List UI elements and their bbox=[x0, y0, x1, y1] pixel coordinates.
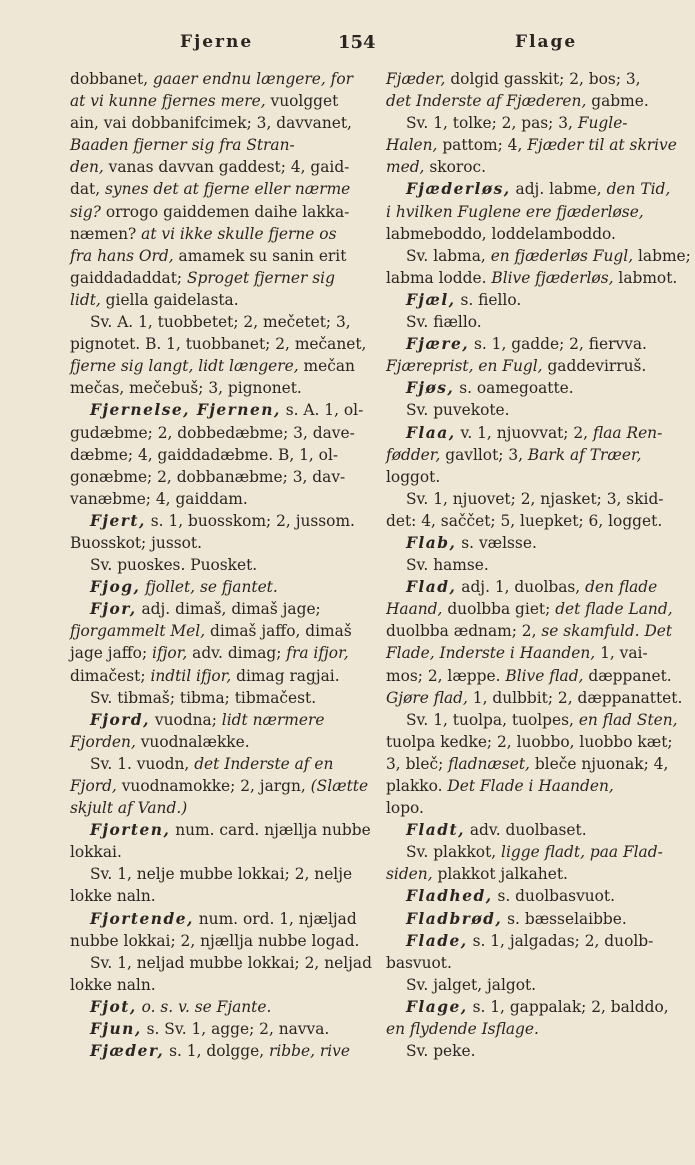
headword: Fjære, bbox=[406, 335, 470, 354]
text-line bbox=[386, 201, 674, 223]
text-segment: duolbba ædnam; 2, bbox=[386, 622, 542, 641]
text-segment: se skamfuld. Det bbox=[541, 622, 673, 641]
text-segment: fra ifjor, bbox=[286, 644, 349, 663]
headword: Fjernelse, Fjernen, bbox=[90, 401, 281, 420]
headword: Fjog, bbox=[90, 578, 141, 597]
text-line bbox=[386, 797, 674, 819]
text-segment: adv. dimag; bbox=[187, 644, 287, 663]
text-segment: Fugle- bbox=[577, 114, 628, 133]
text-segment: dæbme; 4, gaiddadæbme. B, 1, ol- bbox=[70, 445, 339, 464]
text-segment: det: 4, saččet; 5, luepket; 6, logget. bbox=[386, 511, 663, 530]
text-segment: Fjord, bbox=[70, 777, 117, 795]
text-line bbox=[386, 775, 674, 797]
text-line bbox=[70, 422, 358, 444]
text-segment: labmot. bbox=[613, 268, 678, 287]
text-line bbox=[386, 930, 674, 952]
text-line bbox=[70, 510, 358, 532]
text-segment: fra hans Ord, bbox=[70, 246, 174, 265]
text-segment: gabme. bbox=[586, 92, 649, 111]
text-line bbox=[386, 996, 674, 1018]
text-segment: Sv. A. 1, tuobbetet; 2, mečetet; 3, bbox=[90, 313, 351, 332]
text-line bbox=[70, 178, 358, 200]
text-segment: vuolgget bbox=[265, 92, 339, 111]
text-line bbox=[70, 444, 358, 466]
text-segment: Sv. 1, neljad mubbe lokkai; 2, neljad bbox=[90, 953, 372, 972]
text-segment: sig? bbox=[70, 202, 101, 221]
text-segment: Halen, bbox=[386, 136, 438, 155]
text-line bbox=[70, 311, 358, 333]
text-line bbox=[386, 311, 674, 333]
text-line bbox=[386, 178, 674, 200]
text-segment: adj. dimaš, dimaš jage; bbox=[136, 600, 321, 619]
text-segment: mečas, mečebuš; 3, pignonet. bbox=[70, 379, 302, 398]
text-segment: basvuot. bbox=[386, 953, 452, 972]
text-line bbox=[70, 930, 358, 952]
text-segment: Fjæder til at skrive bbox=[527, 136, 677, 155]
text-segment: lokkai. bbox=[70, 843, 122, 862]
text-segment: fjollet, se fjantet. bbox=[140, 578, 278, 597]
text-segment: Baaden fjerner sig fra Stran- bbox=[70, 136, 295, 155]
text-segment: orrogo gaiddemen daihe lakka- bbox=[100, 202, 350, 221]
text-line bbox=[70, 687, 358, 709]
text-segment: giella gaidelasta. bbox=[100, 290, 239, 309]
headword: Flade, bbox=[406, 931, 468, 950]
text-segment: 1, dulbbit; 2, dæppanattet. bbox=[467, 688, 683, 707]
text-segment: Sv. peke. bbox=[406, 1042, 476, 1061]
text-line bbox=[386, 355, 674, 377]
text-segment: fjerne sig langt, lidt længere, bbox=[70, 357, 299, 376]
text-segment: fladnæset, bbox=[448, 754, 530, 773]
text-segment: adj. labme, bbox=[510, 180, 607, 199]
text-line bbox=[70, 156, 358, 178]
text-line bbox=[70, 974, 358, 996]
text-line bbox=[70, 841, 358, 863]
text-segment: Sv. 1, njuovet; 2, njasket; 3, skid- bbox=[406, 489, 664, 508]
text-line bbox=[386, 488, 674, 510]
text-segment: Gjøre flad, bbox=[386, 688, 468, 707]
text-segment: s. fiello. bbox=[455, 290, 522, 309]
text-segment: vanæbme; 4, gaiddam. bbox=[70, 489, 248, 508]
text-segment: siden, bbox=[386, 865, 433, 884]
text-line bbox=[386, 532, 674, 554]
text-segment: med, bbox=[386, 158, 425, 177]
text-segment: dæppanet. bbox=[583, 666, 672, 685]
text-segment: adv. duolbaset. bbox=[464, 821, 587, 840]
headword: Flaa, bbox=[406, 423, 456, 442]
text-segment: s. bæsselaibbe. bbox=[502, 909, 627, 928]
running-header bbox=[0, 32, 695, 62]
text-line bbox=[386, 134, 677, 156]
text-segment: dimaš jaffo, dimaš bbox=[205, 622, 352, 641]
text-segment: bleče njuonak; 4, bbox=[529, 754, 669, 773]
text-segment: dat, bbox=[70, 180, 105, 199]
text-line bbox=[70, 289, 358, 311]
text-segment: Buosskot; jussot. bbox=[70, 533, 202, 552]
text-line bbox=[386, 908, 674, 930]
text-segment: fødder, bbox=[386, 445, 441, 464]
text-line bbox=[386, 642, 674, 664]
text-line bbox=[386, 665, 674, 687]
text-segment: plakkot jalkahet. bbox=[432, 865, 568, 884]
text-line bbox=[70, 908, 358, 930]
text-line bbox=[70, 466, 358, 488]
text-segment: Sv. 1, tolke; 2, pas; 3, bbox=[406, 114, 578, 133]
text-segment: Blive flad, bbox=[505, 666, 584, 685]
text-line bbox=[70, 598, 358, 620]
text-line bbox=[386, 68, 674, 90]
text-segment: Fjæreprist, en Fugl, bbox=[386, 357, 543, 376]
text-segment: s. 1, gappalak; 2, balddo, bbox=[467, 997, 669, 1016]
text-line bbox=[386, 377, 674, 399]
text-segment: det flade Land, bbox=[555, 600, 673, 619]
text-segment: den flade bbox=[585, 578, 658, 597]
text-line bbox=[70, 797, 358, 819]
text-segment: Sv. hamse. bbox=[406, 556, 489, 575]
text-line bbox=[70, 245, 358, 267]
text-segment: gaiddadaddat; bbox=[70, 268, 188, 287]
text-segment: ribbe, rive bbox=[269, 1042, 350, 1061]
text-segment: Sv. labma, bbox=[406, 246, 491, 265]
text-line bbox=[386, 444, 674, 466]
text-segment: labmeboddo, loddelamboddo. bbox=[386, 224, 616, 243]
text-segment: skoroc. bbox=[424, 158, 486, 177]
text-line bbox=[386, 576, 674, 598]
text-segment: adj. 1, duolbas, bbox=[456, 578, 586, 597]
text-segment: indtil ifjor, bbox=[150, 666, 232, 685]
text-line bbox=[70, 134, 358, 156]
text-segment: lopo. bbox=[386, 799, 424, 818]
text-segment: duolbba giet; bbox=[442, 600, 556, 619]
text-segment: at vi ikke skulle fjerne os bbox=[141, 224, 337, 243]
text-segment: gudæbme; 2, dobbedæbme; 3, dave- bbox=[70, 423, 355, 442]
headword: Flage, bbox=[406, 997, 468, 1016]
headword: Fladt, bbox=[406, 821, 465, 840]
text-line bbox=[386, 1040, 674, 1062]
text-line bbox=[386, 245, 691, 267]
text-segment: gavllot; 3, bbox=[440, 445, 528, 464]
text-segment: en flad Sten, bbox=[578, 710, 678, 729]
text-line bbox=[386, 598, 674, 620]
headword: Fjot, bbox=[90, 997, 137, 1016]
text-segment: 1, vai- bbox=[595, 644, 648, 663]
headword: Fladbrød, bbox=[406, 909, 503, 928]
text-segment: lidt nærmere bbox=[221, 710, 325, 729]
header-left-guideword: Fjerne bbox=[180, 32, 254, 52]
text-segment: gaaer endnu længere, for bbox=[153, 70, 353, 88]
text-segment: Sv. 1, nelje mubbe lokkai; 2, nelje bbox=[90, 865, 353, 884]
text-line bbox=[70, 1018, 358, 1040]
text-segment: tuolpa kedke; 2, luobbo, luobbo kæt; bbox=[386, 732, 673, 751]
text-line bbox=[70, 68, 358, 90]
text-segment: Haand, bbox=[386, 600, 443, 619]
text-segment: Fjæder, bbox=[386, 70, 446, 88]
text-segment: Sv. fiællo. bbox=[406, 313, 482, 332]
text-segment: vuodna; bbox=[150, 710, 222, 729]
text-line bbox=[386, 819, 674, 841]
text-line bbox=[70, 576, 358, 598]
text-line bbox=[70, 952, 372, 974]
text-segment: vuodnalække. bbox=[135, 732, 250, 751]
text-segment: s. Sv. 1, agge; 2, navva. bbox=[141, 1020, 330, 1039]
text-segment: vanas davvan gaddest; 4, gaid- bbox=[103, 158, 350, 177]
text-line bbox=[386, 399, 674, 421]
text-line bbox=[386, 422, 674, 444]
headword: Fjortende, bbox=[90, 909, 194, 928]
text-segment: pattom; 4, bbox=[437, 136, 528, 155]
text-segment: lokke naln. bbox=[70, 975, 156, 994]
text-line bbox=[70, 709, 358, 731]
right-column bbox=[386, 68, 691, 1062]
left-column bbox=[70, 68, 372, 1062]
text-segment: synes det at fjerne eller nærme bbox=[105, 180, 351, 199]
headword: Flad, bbox=[406, 578, 457, 597]
text-segment: Det Flade i Haanden, bbox=[447, 777, 614, 795]
text-line bbox=[70, 665, 358, 687]
text-segment: labma lodde. bbox=[386, 268, 492, 287]
text-line bbox=[386, 554, 674, 576]
text-segment: den Tid, bbox=[606, 180, 671, 199]
text-segment: amamek su sanin erit bbox=[173, 246, 347, 265]
text-line bbox=[386, 223, 674, 245]
page-number: 154 bbox=[338, 32, 376, 53]
text-line bbox=[386, 753, 674, 775]
text-segment: skjult af Vand.) bbox=[70, 799, 188, 818]
text-segment: s. vælsse. bbox=[456, 533, 537, 552]
text-segment: s. 1, jalgadas; 2, duolb- bbox=[467, 931, 654, 950]
text-line bbox=[386, 267, 678, 289]
text-segment: ain, vai dobbanifcimek; 3, davvanet, bbox=[70, 114, 352, 133]
text-segment: Fjorden, bbox=[70, 732, 136, 751]
text-segment: Sv. puvekote. bbox=[406, 401, 510, 420]
text-segment: plakko. bbox=[386, 777, 448, 795]
text-line bbox=[386, 112, 674, 134]
text-segment: den, bbox=[70, 158, 104, 177]
text-segment: dimačest; bbox=[70, 666, 151, 685]
text-line bbox=[386, 863, 674, 885]
text-line bbox=[70, 996, 358, 1018]
text-segment: Sv. tibmaš; tibma; tibmačest. bbox=[90, 688, 317, 707]
text-segment: en flydende Isflage. bbox=[386, 1020, 539, 1039]
text-line bbox=[386, 885, 674, 907]
text-line bbox=[70, 532, 358, 554]
text-segment: næmen? bbox=[70, 224, 142, 243]
text-line bbox=[70, 863, 358, 885]
headword: Fjorten, bbox=[90, 821, 171, 840]
text-segment: Sproget fjerner sig bbox=[187, 268, 335, 287]
text-segment: Flade, Inderste i Haanden, bbox=[386, 644, 596, 663]
text-segment: dimag ragjai. bbox=[231, 666, 340, 685]
text-line bbox=[386, 156, 674, 178]
text-segment: ifjor, bbox=[152, 644, 188, 663]
text-segment: at vi kunne fjernes mere, bbox=[70, 92, 266, 111]
text-line bbox=[386, 90, 674, 112]
text-line bbox=[386, 289, 674, 311]
text-segment: Bark af Træer, bbox=[527, 445, 642, 464]
text-segment: en fjæderløs Fugl, bbox=[490, 246, 634, 265]
text-line bbox=[70, 731, 358, 753]
text-line bbox=[70, 267, 358, 289]
text-segment: flaa Ren- bbox=[592, 423, 663, 442]
text-segment: pignotet. B. 1, tuobbanet; 2, mečanet, bbox=[70, 335, 367, 354]
text-segment: Blive fjæderløs, bbox=[491, 268, 614, 287]
text-segment: o. s. v. se Fjante. bbox=[136, 997, 272, 1016]
text-line bbox=[70, 753, 358, 775]
text-line bbox=[70, 399, 364, 421]
text-segment: s. A. 1, ol- bbox=[280, 401, 364, 420]
text-segment: 3, bleč; bbox=[386, 754, 449, 773]
text-segment: dobbanet, bbox=[70, 70, 153, 88]
text-line bbox=[386, 333, 674, 355]
headword: Fladhed, bbox=[406, 887, 493, 906]
text-line bbox=[70, 377, 358, 399]
text-line bbox=[386, 1018, 674, 1040]
text-segment: num. card. njællja nubbe bbox=[170, 821, 371, 840]
text-segment: v. 1, njuovvat; 2, bbox=[455, 423, 593, 442]
text-segment: labme; bbox=[633, 246, 691, 265]
headword: Fjæder, bbox=[90, 1042, 165, 1061]
headword: Fjøs, bbox=[406, 379, 455, 398]
text-line bbox=[386, 731, 674, 753]
header-right-guideword: Flage bbox=[515, 32, 578, 52]
text-line bbox=[386, 510, 674, 532]
text-line bbox=[70, 775, 369, 797]
text-line bbox=[70, 488, 358, 510]
text-line bbox=[70, 201, 358, 223]
text-line bbox=[70, 90, 358, 112]
text-segment: gonæbme; 2, dobbanæbme; 3, dav- bbox=[70, 467, 346, 486]
text-segment: Sv. plakkot, bbox=[406, 843, 502, 862]
text-segment: loggot. bbox=[386, 467, 441, 486]
text-segment: mečan bbox=[298, 357, 355, 376]
text-segment: Sv. 1. vuodn, bbox=[90, 754, 195, 773]
text-segment: s. oamegoatte. bbox=[454, 379, 574, 398]
text-segment: dolgid gasskit; 2, bos; 3, bbox=[445, 70, 641, 88]
headword: Fjæl, bbox=[406, 290, 456, 309]
text-segment: det Inderste af en bbox=[194, 754, 334, 773]
text-line bbox=[70, 885, 358, 907]
headword: Flab, bbox=[406, 533, 457, 552]
text-segment: lokke naln. bbox=[70, 887, 156, 906]
text-line bbox=[386, 952, 674, 974]
text-line bbox=[386, 620, 674, 642]
text-segment: (Slætte bbox=[310, 777, 369, 795]
text-line bbox=[70, 554, 358, 576]
text-segment: ligge fladt, paa Flad- bbox=[501, 843, 663, 862]
text-segment: nubbe lokkai; 2, njællja nubbe logad. bbox=[70, 931, 360, 950]
text-segment: num. ord. 1, njæljad bbox=[193, 909, 357, 928]
text-segment: mos; 2, læppe. bbox=[386, 666, 506, 685]
text-segment: s. 1, gadde; 2, fiervva. bbox=[469, 335, 647, 354]
headword: Fjord, bbox=[90, 710, 150, 729]
text-segment: i hvilken Fuglene ere fjæderløse, bbox=[386, 202, 644, 221]
text-segment: gaddevirruš. bbox=[542, 357, 647, 376]
text-segment: s. 1, dolgge, bbox=[164, 1042, 270, 1061]
text-segment: vuodnamokke; 2, jargn, bbox=[116, 777, 311, 795]
text-line bbox=[70, 223, 358, 245]
headword: Fjun, bbox=[90, 1020, 142, 1039]
text-segment: lidt, bbox=[70, 290, 101, 309]
text-segment: Sv. jalget, jalgot. bbox=[406, 975, 537, 994]
text-line bbox=[386, 687, 683, 709]
text-line bbox=[70, 112, 358, 134]
text-line bbox=[386, 841, 674, 863]
text-line bbox=[70, 333, 367, 355]
text-line bbox=[70, 642, 358, 664]
headword: Fjæderløs, bbox=[406, 180, 511, 199]
text-line bbox=[386, 466, 674, 488]
text-segment: Sv. puoskes. Puosket. bbox=[90, 556, 258, 575]
text-line bbox=[386, 974, 674, 996]
text-line bbox=[70, 355, 358, 377]
text-segment: fjorgammelt Mel, bbox=[70, 622, 206, 641]
text-segment: Sv. 1, tuolpa, tuolpes, bbox=[406, 710, 579, 729]
headword: Fjert, bbox=[90, 511, 146, 530]
text-segment: s. 1, buosskom; 2, jussom. bbox=[145, 511, 355, 530]
text-line bbox=[70, 819, 371, 841]
text-segment: det Inderste af Fjæderen, bbox=[386, 92, 587, 111]
text-line bbox=[70, 1040, 358, 1062]
text-segment: s. duolbasvuot. bbox=[492, 887, 616, 906]
text-segment: jage jaffo; bbox=[70, 644, 153, 663]
text-line bbox=[386, 709, 678, 731]
headword: Fjor, bbox=[90, 600, 137, 619]
text-line bbox=[70, 620, 358, 642]
